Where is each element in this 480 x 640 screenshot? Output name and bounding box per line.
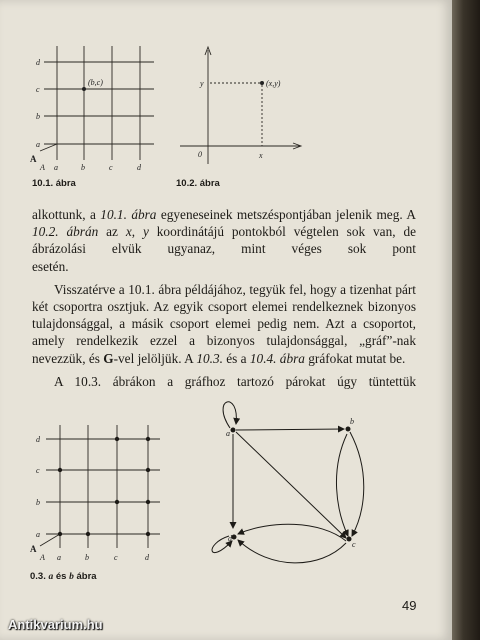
fig3-label-a: a: [36, 530, 40, 539]
fig1-label-a: a: [36, 140, 40, 149]
fig3-label-A2: A: [40, 553, 45, 562]
graph-label-a: a: [226, 429, 230, 438]
fig3-label-b: b: [36, 498, 40, 507]
graph-node-b: [346, 427, 351, 432]
fig1-caption: 10.1. ábra: [32, 178, 76, 189]
paragraph-2: Visszatérve a 10.1. ábra példájához, tegyük fel, hogy a tizenhat párt két csoportra osztjuk. Az egyik csoport elemei rendelkeznek bizonyos tulajdonsággal, a másik csoport elemei pedig nem. Azt a csoportot, amely rendelkezik ezzel a bizonyos tulajdonsággal, „gráf”-nak nevezzük, és G-vel jelöljük. A 10.3. és a 10.4. ábra gráfokat mutat be.: [32, 281, 416, 366]
fig2-label-x: x: [259, 151, 263, 160]
fig3-caption: 0.3. a és b ábra: [30, 571, 97, 582]
page-number: 49: [402, 598, 417, 613]
paragraph-1-end: esetén.: [32, 258, 69, 274]
fig3-label-c: c: [36, 466, 40, 475]
watermark: Antikvarium.hu: [8, 617, 103, 632]
fig3-xlabel-b: b: [85, 553, 89, 562]
graph-node-c: [347, 537, 352, 542]
fig2-point-label: (x,y): [266, 79, 281, 88]
fig3-label-A: A: [30, 544, 37, 554]
graph-label-b: b: [350, 417, 354, 426]
fig2-caption: 10.2. ábra: [176, 178, 220, 189]
fig1-xlabel-a: a: [54, 163, 58, 172]
fig1-xlabel-c: c: [109, 163, 113, 172]
fig1-xlabel-b: b: [81, 163, 85, 172]
graph-label-c: c: [352, 540, 356, 549]
fig1-label-A: A: [30, 154, 37, 164]
paragraph-1: alkottunk, a 10.1. ábra egyeneseinek metszéspontjában jelenik meg. A 10.2. ábrán az x, y koordinátájú pontokból végtelen sok van, de ábrázolási elvük ugyanaz, mint véges sok pont: [32, 207, 416, 257]
paragraph-3: A 10.3. ábrákon a gráfhoz tartozó párokat úgy tüntettük: [54, 373, 416, 389]
fig1-label-b: b: [36, 112, 40, 121]
fig2-label-y: y: [200, 79, 204, 88]
graph-node-d: [232, 535, 237, 540]
fig1-label-A2: A: [40, 163, 45, 172]
fig2-label-origin: 0: [198, 150, 202, 159]
fig1-label-d: d: [36, 58, 40, 67]
fig3-xlabel-c: c: [114, 553, 118, 562]
fig3-label-d: d: [36, 435, 40, 444]
graph-label-d: d: [228, 534, 232, 543]
fig3-xlabel-d: d: [145, 553, 149, 562]
fig1-xlabel-d: d: [137, 163, 141, 172]
fig1-label-c: c: [36, 85, 40, 94]
fig3-xlabel-a: a: [57, 553, 61, 562]
fig1-point-label: (b,c): [88, 78, 103, 87]
graph-node-a: [231, 428, 236, 433]
